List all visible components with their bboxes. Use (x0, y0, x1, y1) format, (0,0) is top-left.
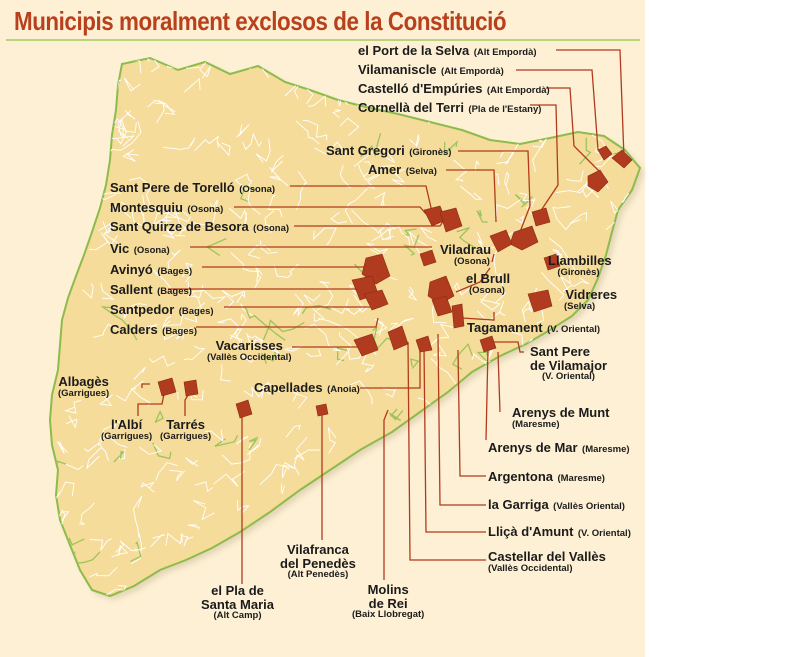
municipality-name: Llambilles (548, 253, 612, 268)
municipality-name: l'Albí (110, 417, 143, 432)
comarca-name: (Gironès) (557, 266, 600, 278)
label-tagamanent (467, 320, 600, 337)
municipality-name: Calders (110, 322, 158, 337)
label-tarres (160, 418, 211, 442)
label-sallent (110, 282, 192, 299)
municipality-name-line1: Vilafranca (286, 542, 349, 557)
municipality-name-line2: Santa Maria (201, 596, 274, 612)
label-cornella-del-terri (358, 100, 541, 117)
comarca-name: (Garrigues) (101, 430, 153, 442)
comarca-name: (Selva) (564, 300, 596, 312)
highlighted-municipality-shape (452, 304, 464, 328)
municipality-name-line2: de Vilamajor (530, 357, 608, 373)
label-vacarisses (207, 339, 291, 363)
label-sant-pere-de-torello (110, 180, 275, 197)
comarca-name: (Vallès Occidental) (488, 562, 573, 574)
comarca-name: (V. Oriental) (542, 371, 595, 383)
label-montesquiu (110, 200, 223, 217)
municipality-name: Vilamaniscle (358, 62, 437, 77)
municipality-name: Castelló d'Empúries (358, 81, 483, 96)
label-la-garriga (488, 497, 625, 514)
municipality-name: Castellar del Vallès (488, 549, 606, 564)
comarca-name: (Osona) (469, 284, 505, 296)
comarca-name: (Garrigues) (160, 430, 212, 442)
label-vidreres (564, 288, 617, 312)
comarca-name: (V. Oriental) (547, 324, 601, 335)
label-viladrau (440, 243, 491, 267)
municipality-name: Argentona (488, 469, 553, 484)
label-molins-de-rei (352, 583, 424, 620)
municipality-name-line1: el Pla de (211, 583, 264, 598)
highlighted-municipality-shape (316, 404, 328, 416)
label-santpedor (110, 302, 214, 319)
comarca-name: (Bages) (178, 306, 214, 317)
comarca-name: (Maresme) (512, 418, 560, 430)
label-sant-pere-de-vilamajor (530, 345, 607, 382)
municipality-name: Amer (368, 162, 402, 177)
comarca-name: (Selva) (405, 166, 437, 177)
comarca-name: (Baix Llobregat) (352, 609, 425, 621)
comarca-name: (Alt Empordà) (473, 47, 537, 58)
comarca-name: (Vallès Occidental) (207, 351, 292, 363)
comarca-name: (Garrigues) (58, 387, 110, 399)
comarca-name: (Pla de l'Estany) (468, 104, 542, 115)
municipality-name: Tarrés (166, 417, 205, 432)
comarca-name: (Maresme) (582, 444, 630, 455)
label-vilamaniscle (358, 62, 504, 79)
comarca-name: (Alt Empordà) (486, 85, 550, 96)
municipality-name: Vic (110, 241, 130, 256)
label-vic (110, 241, 170, 258)
municipality-name: Tagamanent (467, 320, 543, 335)
label-argentona (488, 469, 605, 486)
label-arenys-de-mar (488, 440, 630, 457)
label-avinyo (110, 262, 192, 279)
label-arenys-de-munt (512, 406, 610, 430)
municipality-name: Avinyó (110, 262, 153, 277)
label-capellades (254, 380, 360, 397)
label-castello-dempuries (358, 81, 550, 98)
label-albages (58, 375, 109, 399)
municipality-name: Sallent (110, 282, 153, 297)
municipality-name: Sant Gregori (326, 143, 405, 158)
comarca-name: (Osona) (133, 245, 170, 256)
label-vilafranca-del-penedes (280, 543, 356, 580)
comarca-name: (Osona) (187, 204, 224, 215)
municipality-name: el Port de la Selva (358, 43, 470, 58)
comarca-name: (Vallès Oriental) (553, 501, 625, 512)
municipality-name: Vidreres (565, 287, 618, 302)
comarca-name: (Bages) (162, 326, 197, 337)
highlighted-municipality-shape (184, 380, 198, 396)
label-castellar-del-valles (488, 550, 606, 574)
municipality-name: Albagès (58, 374, 109, 389)
municipality-name: Cornellà del Terri (358, 100, 464, 115)
municipality-name: Sant Pere de Torelló (110, 180, 235, 195)
municipality-name: el Brull (466, 271, 511, 286)
municipality-name-line1: Sant Pere (530, 344, 590, 359)
label-llica-damunt (488, 524, 631, 541)
municipality-name: Santpedor (110, 302, 175, 317)
label-calders (110, 322, 197, 339)
comarca-name: (Maresme) (557, 473, 605, 484)
municipality-name-line2: de Rei (368, 595, 408, 611)
comarca-name: (Osona) (253, 223, 290, 234)
municipality-name: Sant Quirze de Besora (110, 219, 249, 234)
label-el-brull (466, 272, 510, 296)
comarca-name: (Bages) (157, 286, 192, 297)
municipality-name-line2: del Penedès (280, 555, 356, 571)
municipality-name: Montesquiu (110, 200, 183, 215)
label-llambilles (548, 254, 612, 278)
comarca-name: (Alt Penedès) (287, 569, 349, 581)
municipality-name-line1: Molins (367, 582, 409, 597)
label-sant-gregori (326, 143, 451, 160)
label-lalbi (101, 418, 152, 442)
comarca-name: (Osona) (454, 255, 490, 267)
comarca-name: (V. Oriental) (577, 528, 631, 539)
label-amer (368, 162, 437, 179)
municipality-name: la Garriga (488, 497, 549, 512)
comarca-name: (Bages) (157, 266, 193, 277)
comarca-name: (Alt Empordà) (441, 66, 504, 77)
label-el-pla-de-santa-maria (201, 584, 274, 621)
municipality-name: Capellades (254, 380, 323, 395)
comarca-name: (Gironès) (409, 147, 452, 158)
comarca-name: (Osona) (239, 184, 276, 195)
municipality-name: Vacarisses (215, 338, 283, 353)
municipality-name: Arenys de Munt (512, 405, 610, 420)
label-sant-quirze-de-besora (110, 219, 289, 236)
comarca-name: (Alt Camp) (213, 610, 262, 622)
municipality-name: Lliçà d'Amunt (488, 524, 574, 539)
map-title: Municipis moralment exclosos de la Constitució (14, 6, 507, 36)
label-el-port-de-la-selva (358, 43, 537, 60)
comarca-name: (Anoia) (327, 384, 360, 395)
municipality-name: Viladrau (440, 242, 492, 257)
municipality-name: Arenys de Mar (488, 440, 578, 455)
